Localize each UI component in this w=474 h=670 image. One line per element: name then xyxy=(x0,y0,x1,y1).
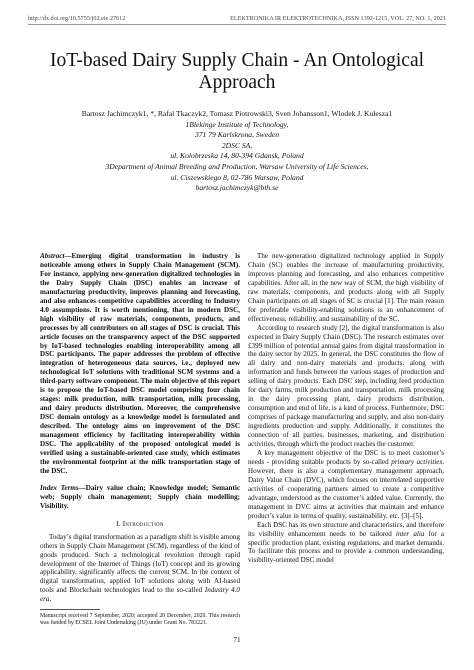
body-text: for a specific production plant, existing regulations, and market demands. To facilitate this process and to provide a common understanding, visibility-oriented DSC model xyxy=(248,529,444,565)
abstract xyxy=(40,252,240,476)
body-emphasis: primary activities xyxy=(391,457,443,466)
author-block xyxy=(28,109,446,194)
author-email[interactable]: bartosz.jachimczyk@bth.se xyxy=(195,183,279,193)
page-number: 71 xyxy=(233,636,241,644)
affiliation-line: 1Blekinge Institute of Technology, xyxy=(185,119,289,129)
author-names: Bartosz Jachimczyk1, *, Rafal Tkaczyk2, Tomasz Piotrowski3, Sven Johansson1, Wlodek J. Kulesza1 xyxy=(81,109,393,118)
body-text: Each DSC has its own structure and characteristics, and therefore its visibility enhancement needs to be tailored xyxy=(248,520,444,538)
left-column xyxy=(40,252,240,628)
footnote: Manuscript received 7 September, 2020; accepted 20 December, 2020. This research was funded by ECSEL Joint Undertaking (JU) under Grant No. 783221. xyxy=(40,613,240,627)
section-heading: I. Introduction xyxy=(116,519,164,528)
body-paragraph: The new-generation digitalized technology applied in Supply Chain (SC) enables the increase of manufacturing productivity, improves planning and forecasting, and also enhances competitive capabilities. After all, in the new way of SCM, the high visibility of raw materials, components, and products along with all Supply Chain participants on all stages of SC is crucial [1]. The main reason for preferable visibility-enabling solutions is an enhancement of effectiveness, reliability, and sustainability of the SC. xyxy=(248,252,444,323)
body-paragraph xyxy=(248,449,444,521)
affiliation-line: 3Department of Animal Breeding and Production, Warsaw University of Life Sciences, xyxy=(105,161,369,171)
index-terms-text: —Dairy value chain; Knowledge model; Semantic web; Supply chain management; Supply chain modelling; Visibility. xyxy=(40,483,240,510)
affiliation-line: 2DSC SA, xyxy=(221,140,253,150)
abstract-text: —Emerging digital transformation in industry is noticeable among others in Supply Chain Management (SCM). For instance, applying new-generation digitalized technologies in the Dairy Supply Chain (DSC) enables an increase of manufacturing productivity, improves planning and forecasting, and also enhances competitive capabilities according to Industry 4.0 assumptions. It is worth mentioning, that in modern DSC, high visibility of raw materials, components, products, and processes by all contributors on all stages of DSC is crucial. This article focuses on the transparency aspect of the DSC supported by IoT-based technologies enabling interoperability among all DSC participants. The paper addresses the problem of effective integration of heterogeneous data sources, i.e., deployed new technological IoT solutions with traditional SCM systems and a third-party software component. The main objective of this report is to propose the IoT-based DSC model comprising four chain stages: milk production, milk transportation, milk processing, and dairy products distribution. Moreover, the comprehensive DSC domain ontology as a knowledge model is formulated and described. The ontology aims on improvement of the DSC management efficiency by facilitating interoperability within DSC. The applicability of the proposed ontological model is verified using a sustainable-oriented case study, which estimates the environmental footprint at the milk transportation stage of the DSC. xyxy=(40,252,240,475)
body-text: A key management objective of the DSC is to meet customer’s needs - providing suitable products by so-called xyxy=(248,448,444,466)
intro-text: Today’s digital transformation as a paradigm shift is visible among others in Supply Chain Management (SCM), regardless of the kind of goods produced. Such a technological revolution through rapid development of the Internet of Things (IoT) concept and its growing applicability, significantly affects the current SCM. In the context of digital transformation, applied IoT solutions along with AI-based tools and Blockchain technologies lead to the so-called xyxy=(40,532,240,595)
body-paragraph xyxy=(248,521,444,566)
abstract-lead: Abstract xyxy=(40,252,65,260)
journal-info: ELEKTRONIKA IR ELEKTROTECHNIKA, ISSN 1392-1215, VOL. 27, NO. 1, 2021 xyxy=(230,14,446,22)
intro-emphasis: Industry 4.0 era xyxy=(40,586,240,604)
intro-text-end: . xyxy=(49,595,52,604)
affiliation-line: 371 79 Karlskrona, Sweden xyxy=(194,130,280,140)
footnote-divider xyxy=(40,609,100,610)
body-paragraph: According to research study [2], the digital transformation is also expected in Dairy Supply Chain (DSC). The research estimates over £399 million of potential annual gains from digital transformation in the dairy sector by 2025. In general, the DSC constitutes the flow of all dairy and non-dairy materials and products, along with information and funds between the various stages of production and selling of dairy products. Each DSC step, including feed production for dairy farms, milk production and transportation, milk processing in the dairy processing plant, dairy products distribution, consumption and end of life, is a kind of process. Furthermore, DSC comprises of package manufacturing and supply, and also non-dairy ingredients production and supply. Additionally, it constitutes the connection of all parties, businesses, marketing, and distribution activities, through which the product reaches the customer. xyxy=(248,323,444,449)
affiliation-line: ul. Kolobrzeska 14, 80-394 Gdansk, Poland xyxy=(170,151,304,161)
running-header xyxy=(28,12,446,25)
affiliation-line: ul. Ciszewskiego 8, 02-786 Warsaw, Poland xyxy=(170,172,304,182)
body-emphasis: inter alia xyxy=(395,529,425,538)
index-terms-lead: Index Terms xyxy=(40,483,79,492)
body-text: . However, there is also a complementary management approach, Dairy Value Chain (DVC), which focuses on interrelated supportive activities of cooperating partners aimed to create a competitive advantage, understood as the customer’s added value. Currently, the management in DVC aims at activities that maintain and enhance product’s value in terms of quality, sustainability, etc. [3]–[5]. xyxy=(248,457,444,520)
paper-title: IoT-based Dairy Supply Chain - An Ontological Approach xyxy=(49,50,425,93)
intro-paragraph xyxy=(40,533,240,605)
index-terms xyxy=(40,484,240,511)
doi-link[interactable]: http://dx.doi.org/10.5755/j02.eie.27612 xyxy=(28,14,126,22)
right-column xyxy=(248,252,444,565)
